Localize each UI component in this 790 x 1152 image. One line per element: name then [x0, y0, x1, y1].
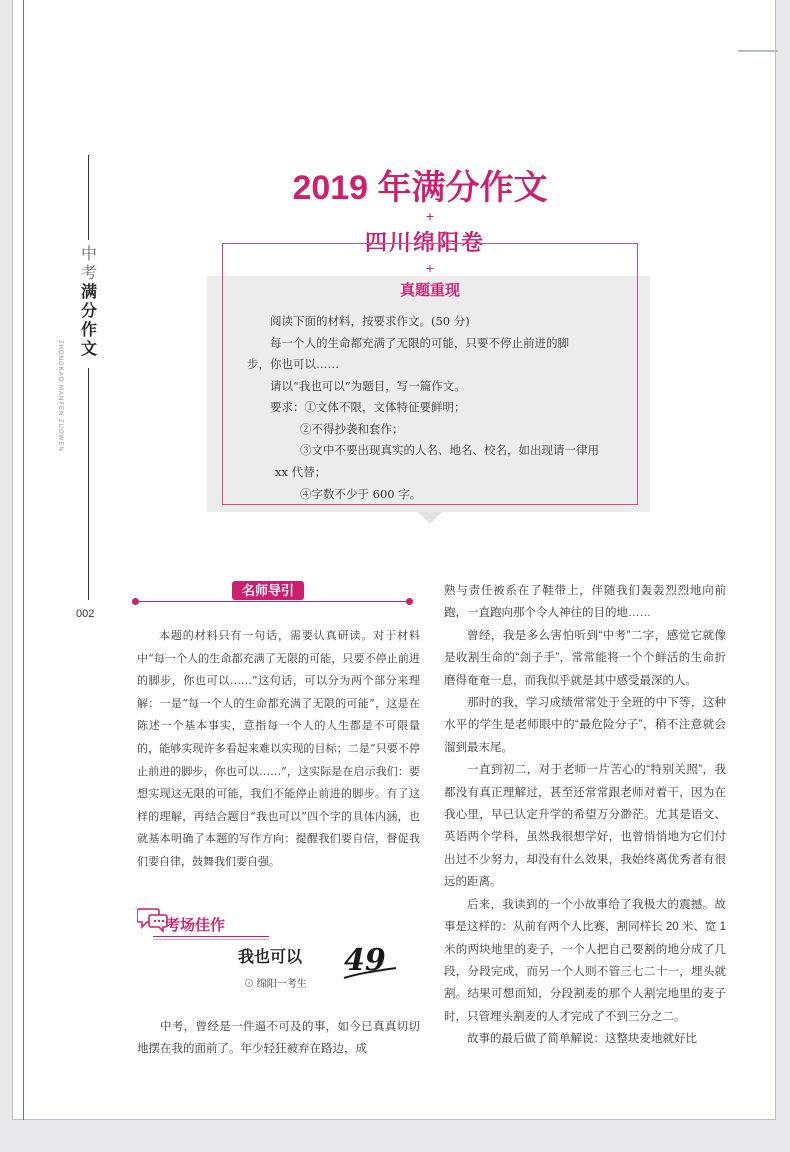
label-underline	[153, 936, 269, 937]
prompt-line: xx 代替；	[275, 465, 327, 479]
series-char: 作	[80, 320, 97, 339]
guide-text	[137, 625, 420, 874]
plus-ornament: +	[425, 260, 435, 276]
essay-paragraph: 后来，我读到的一个小故事给了我极大的震撼。故事是这样的：从前有两个人比赛，割同样长 20 米、宽 1 米的两块地里的麦子，一个人把自己要割的地分成了几段，分段完成，而另一个人则不管三七二十一，埋头就割。结果可想而知，分段割麦的那个人割完地里的麦子时，只管埋头割麦的人才完成了不到三分之二。	[444, 898, 726, 1023]
handwritten-score	[340, 938, 400, 990]
guide-badge: 名师导引	[232, 581, 304, 600]
prompt-heading: 真题重现	[399, 282, 460, 299]
essay-paragraph: 一直到初二，对于老师一片苦心的“特别关照”，我都没有真正理解过，甚至还常常跟老师对着干，因为在我心里，早已认定升学的希望万分渺茫。尤其是语文、英语两个学科，虽然我很想学好，也曾悄悄地为它们付出过不少努力，却没有什么效果，我始终离优秀者有很远的距离。	[444, 764, 726, 889]
exam-essay-heading	[137, 906, 277, 940]
guide-rule	[137, 601, 409, 602]
prompt-line: ④字数不少于 600 字。	[300, 487, 422, 501]
essay-author: ⊙ 绵阳一考生	[244, 979, 307, 990]
exam-essay-label: 考场佳作	[165, 917, 226, 934]
prompt-line: 请以“我也可以”为题目，写一篇作文。	[270, 379, 466, 393]
guide-paragraph: 本题的材料只有一句话，需要认真研读。对于材料中“每一个人的生命都充满了无限的可能，只要不停止前进的脚步，你也可以……”这句话，可以分为两个部分来理解：一是“每一个人的生命都充满了无限的可能”，这是在陈述一个基本事实，意指每一个人的人生都是不可限量的，能够实现许多看起来难以实现的目标；二是“只要不停止前进的脚步，你也可以……”，这实际是在启示我们：要想实现这无限的可能，我们不能停止前进的脚步。有了这样的理解，再结合题目“我也可以”四个字的具体内涵，也就基本明确了本题的写作方向：提醒我们要自信，督促我们要自律，鼓舞我们要自强。	[137, 629, 420, 868]
plus-ornament: +	[425, 208, 435, 224]
series-char: 满	[80, 282, 97, 301]
prompt-line: ③文中不要出现真实的人名、地名、校名，如出现请一律用	[300, 443, 599, 457]
prompt-line: 阅读下面的材料，按要求作文。(50 分)	[270, 314, 470, 328]
prompt-line: 每一个人的生命都充满了无限的可能，只要不停止前进的脚	[270, 336, 569, 350]
essay-paragraph: 曾经，我是多么害怕听到“中考”二字，感觉它就像是收割生命的“刽子手”，常常能将一个个鲜活的生命折磨得奄奄一息，而我似乎就是其中感受最深的人。	[444, 629, 726, 687]
guide-rule-dot	[132, 598, 139, 605]
score-value: 49	[344, 943, 386, 978]
series-title	[79, 244, 99, 358]
series-char: 文	[80, 339, 97, 358]
essay-paragraph: 那时的我，学习成绩常常处于全班的中下等，这种水平的学生是老师眼中的“最危险分子”，稍不注意就会溜到最末尾。	[444, 697, 726, 754]
page-tab-mark	[738, 50, 778, 52]
box-pointer	[418, 512, 442, 524]
page-number: 002	[76, 608, 95, 620]
page-title: 2019 年满分作文	[292, 169, 548, 207]
prompt-line: ②不得抄袭和套作；	[300, 422, 404, 436]
series-char: 分	[80, 301, 97, 320]
essay-right-column	[444, 580, 726, 1051]
guide-rule-dot	[406, 598, 413, 605]
prompt-line: 要求：①文体不限，文体特征要鲜明；	[270, 400, 466, 414]
side-rule-top	[88, 155, 89, 240]
essay-paragraph: 熟与责任被系在了鞋带上，伴随我们轰轰烈烈地向前跑，一直跑向那个令人神往的目的地……	[444, 585, 726, 620]
page-edge	[13, 0, 24, 1120]
series-char: 中	[80, 244, 97, 263]
label-underline	[153, 939, 269, 940]
series-char: 考	[80, 263, 97, 282]
region-title: 四川绵阳卷	[364, 230, 485, 256]
side-rule-bottom	[88, 368, 89, 600]
essay-title: 我也可以	[238, 949, 303, 966]
essay-paragraph: 故事的最后做了简单解说：这整块麦地就好比	[467, 1033, 697, 1046]
prompt-line: 步，你也可以……	[247, 357, 339, 371]
series-pinyin: ZHONGKAO MANFEN ZUOWEN	[57, 340, 63, 452]
essay-left-column	[137, 1016, 420, 1061]
essay-paragraph: 中考，曾经是一件逼不可及的事，如今已真真切切地摆在我的面前了。年少轻狂被弃在路边，成	[137, 1021, 420, 1056]
